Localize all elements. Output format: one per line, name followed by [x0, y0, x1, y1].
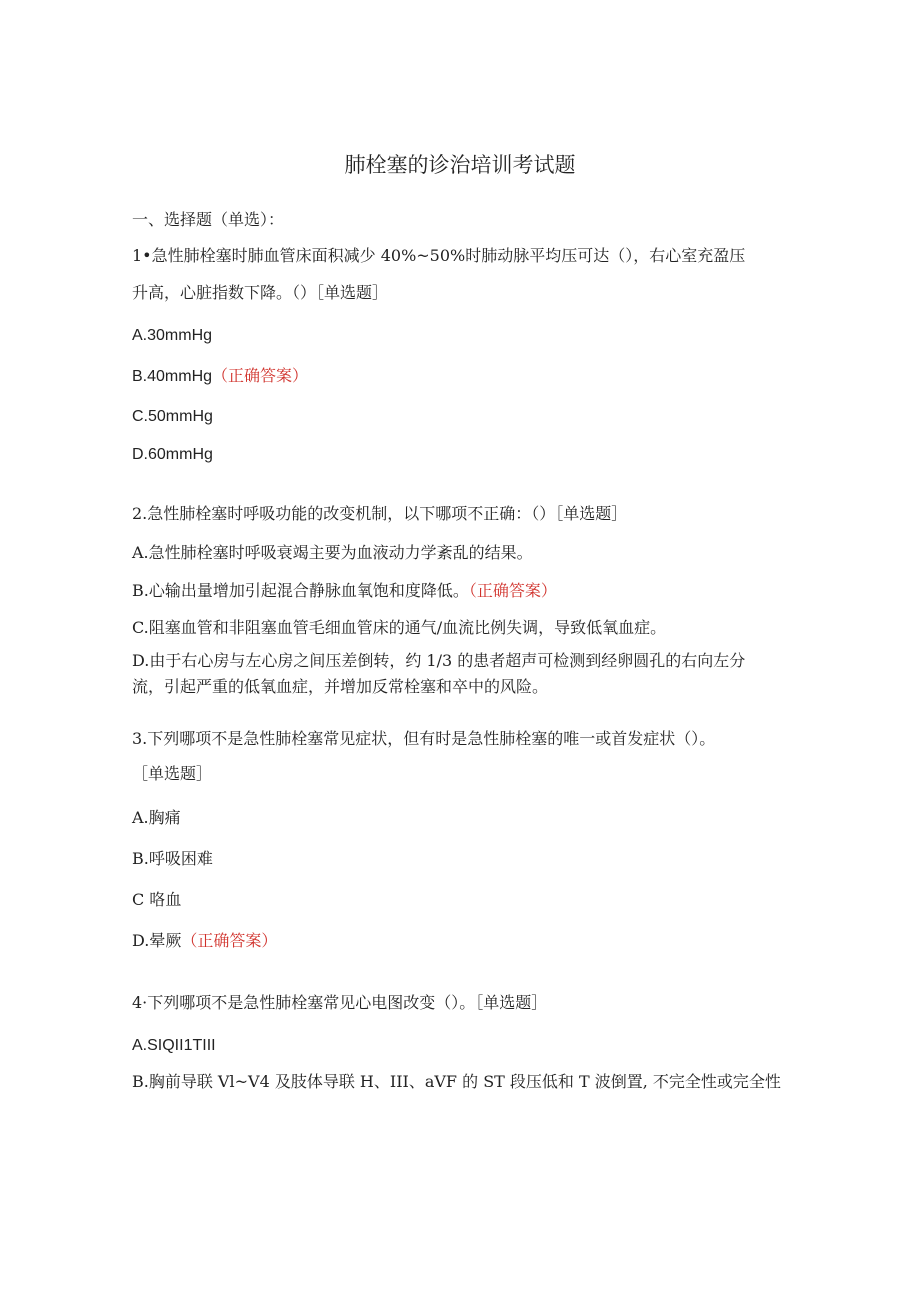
question-4-text: 4·下列哪项不是急性肺栓塞常见心电图改变（）。［单选题］ [132, 993, 548, 1012]
q2-option-d: D.由于右心房与左心房之间压差倒转，约 1/3 的患者超声可检测到经卵圆孔的右向左分 [132, 651, 746, 670]
correct-answer-mark: （正确答案） [181, 931, 278, 950]
q2-option-c: C.阻塞血管和非阻塞血管毛细血管床的通气/血流比例失调，导致低氧血症。 [132, 618, 667, 637]
question-3-text: 3.下列哪项不是急性肺栓塞常见症状，但有时是急性肺栓塞的唯一或首发症状（）。 [132, 729, 716, 748]
q1-option-a: A.30mmHg [132, 327, 213, 344]
page-title: 肺栓塞的诊治培训考试题 [344, 153, 576, 177]
q4-option-a: A.SIQII1TIII [132, 1037, 216, 1054]
section-heading: 一、选择题（单选）： [132, 210, 285, 229]
q2-option-b-text: B.心输出量增加引起混合静脉血氧饱和度降低。 [132, 581, 469, 600]
q1-option-b-text: B.40mmHg [132, 368, 213, 385]
q1-option-b [132, 366, 308, 387]
q1-option-d: D.60mmHg [132, 446, 213, 463]
q4-option-b: B.胸前导联 Vl~V4 及肢体导联 H、III、aVF 的 ST 段压低和 T 波倒置, 不完全性或完全性 [132, 1072, 781, 1091]
q3-option-d-text: D.晕厥 [132, 931, 182, 950]
q2-option-b [132, 581, 557, 601]
q3-option-a: A.胸痛 [132, 808, 181, 827]
q2-option-d-cont: 流，引起严重的低氧血症，并增加反常栓塞和卒中的风险。 [132, 677, 549, 696]
question-1-text-cont: 升高，心脏指数下降。（）［单选题］ [132, 283, 389, 302]
q3-option-c: C 咯血 [132, 890, 182, 909]
q3-option-b: B.呼吸困难 [132, 849, 213, 868]
question-2-text: 2.急性肺栓塞时呼吸功能的改变机制，以下哪项不正确：（）［单选题］ [132, 504, 628, 523]
question-1-text: 1•急性肺栓塞时肺血管床面积减少 40%~50%时肺动脉平均压可达（），右心室充盈压 [132, 246, 746, 265]
q3-option-d [132, 931, 277, 951]
correct-answer-mark: （正确答案） [468, 581, 557, 600]
question-3-text-cont: ［单选题］ [132, 764, 213, 783]
q2-option-a: A.急性肺栓塞时呼吸衰竭主要为血液动力学紊乱的结果。 [132, 543, 533, 562]
q1-option-c: C.50mmHg [132, 408, 213, 425]
correct-answer-mark: （正确答案） [212, 366, 309, 385]
